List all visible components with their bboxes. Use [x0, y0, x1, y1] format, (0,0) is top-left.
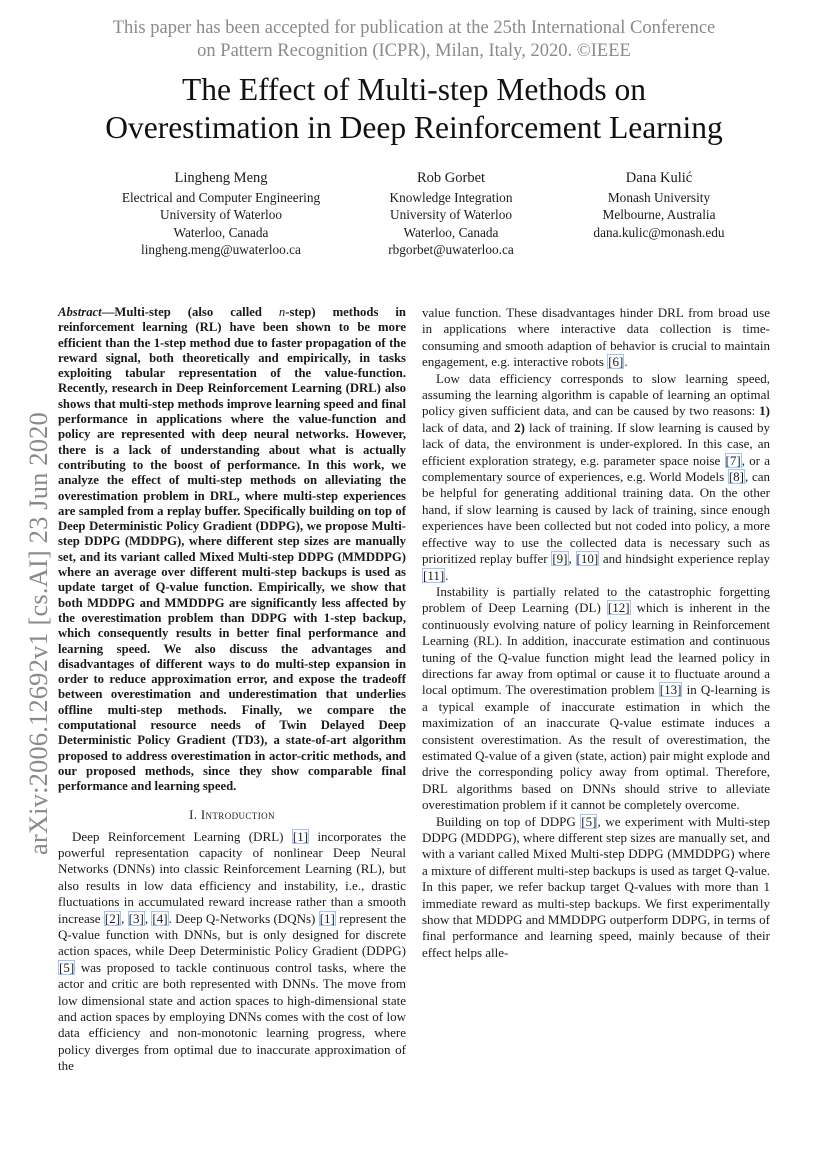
intro-body-left: [58, 829, 406, 1075]
section-heading-introduction: [58, 807, 406, 823]
text: , can be helpful for generating additional training data. On the other hand, if slow learning is caused by lack of training, since enough experiences have been collected but not coded into policy, a more effective way to use the collected data is necessary such as prioritized replay buffer: [422, 469, 770, 567]
author-affiliation: Monash University: [607, 189, 711, 205]
text: which is inherent in the continuously evolving nature of policy learning in Reinforcement Learning (RL). In addition, inaccurate estimation and continuous tuning of the Q-value function might lead the learned policy in directions far away from optimal or cause it to fluctuate around a local optimum. The overestimation problem: [422, 600, 770, 698]
notice-line-2: on Pattern Recognition (ICPR), Milan, Italy, 2020. ©IEEE: [197, 41, 631, 61]
citation-link[interactable]: [13]: [659, 682, 682, 698]
author-3: [559, 170, 759, 241]
citation-link[interactable]: [1]: [292, 828, 309, 844]
citation-link[interactable]: [5]: [59, 959, 75, 975]
text: ,: [144, 910, 152, 926]
author-name: Lingheng Meng: [174, 170, 268, 186]
abstract-text: -step) methods in reinforcement learning (RL) have been shown to be more efficient than the 1-step method due to faster propagation of the reward signal, both theoretically and empirically, in tasks exploiting tabular representation of the value-function. Recently, research in Deep Reinforcement Learning (DRL) also shows that multi-step methods improve learning speed and final performance in applications where the value-function and policy are represented with deep neural networks. However, there is a lack of understanding about what is actually contributing to the boost of performance. In this work, we analyze the effect of multi-step methods on alleviating the overestimation problem in DRL, where multi-step experiences are sampled from a replay buffer. Specifically building on top of Deep Deterministic Policy Gradient (DDPG), we propose Multi-step DDPG (MDDPG), where different step sizes are manually set, and its variant called Mixed Multi-step DDPG (MMDDPG) where an average over different multi-step backups is used as update target of Q-value function. Empirically, we show that both MDDPG and MMDDPG are significantly less affected by the overestimation problem than DDPG with 1-step backup, which consequently results in better final performance and learning speed. We also discuss the advantages and disadvantages of different ways to do multi-step expansion in order to reduce approximation error, and expose the tradeoff between overestimation and underestimation that underlies offline multi-step methods. Finally, we compare the computational resource needs of Twin Delayed Deep Deterministic Policy Gradient (TD3), a state-of-art algorithm proposed to address overestimation in actor-critic methods, and our proposed methods, since they show comparable final performance and learning speed.: [58, 305, 406, 794]
abstract-text: —Multi-step (also called: [101, 305, 279, 319]
text: in Q-learning is a typical example of inaccurate estimation in which the maximization of an inaccurate Q-value estimate induces a consistent overestimation. As the result of overestimation, the estimated Q-value of a given (state, action) pair might explode and drive the corresponding policy away from optimal. Therefore, DRL algorithms based on DNNs should strive to alleviate overestimation problem if it cannot be completely overcome.: [422, 682, 770, 813]
text: value function. These disadvantages hinder DRL from broad use in applications where interactive data collection is time-consuming and smooth adaption of behavior is crucial to maintain engagement, e.g. interactive robots: [422, 305, 770, 370]
paragraph: [422, 584, 770, 814]
author-affiliation: University of Waterloo: [159, 207, 283, 222]
text: . Deep Q-Networks (DQNs): [168, 910, 319, 926]
author-email[interactable]: lingheng.meng@uwaterloo.ca: [141, 242, 301, 257]
publication-notice: [0, 17, 828, 63]
author-1: [96, 170, 346, 259]
author-location: Waterloo, Canada: [403, 224, 499, 240]
citation-link[interactable]: [8]: [728, 469, 744, 485]
title-line-2: Overestimation in Deep Reinforcement Learning: [105, 110, 723, 145]
author-name: Rob Gorbet: [416, 170, 486, 186]
author-affiliation: Electrical and Computer Engineering: [121, 189, 321, 205]
paragraph: [422, 371, 770, 584]
citation-link[interactable]: [9]: [552, 551, 568, 567]
citation-link[interactable]: [10]: [576, 551, 599, 567]
paragraph: [422, 305, 770, 371]
text: .: [624, 354, 628, 370]
abstract-label: Abstract: [58, 305, 102, 319]
citation-link[interactable]: [12]: [607, 600, 630, 616]
abstract-n: n: [278, 305, 286, 319]
author-2: [351, 170, 551, 259]
notice-line-1: This paper has been accepted for publication at the 25th International Conference: [112, 18, 716, 38]
citation-link[interactable]: [3]: [128, 910, 144, 926]
text: incorporates the powerful representation capacity of nonlinear Deep Neural Networks (DNNs) into classic Reinforcement Learning (RL), but also results in low data efficiency and instability, i.e., drastic fluctuations in accumulated reward increase rather than a smooth increase: [58, 828, 406, 926]
text: Low data efficiency corresponds to slow learning speed, assuming the learning algorithm is capable of learning an optimal policy given sufficient data, and can be caused by two reasons:: [422, 370, 770, 419]
text: represent the Q-value function with DNNs, but is only designed for discrete action spaces, while Deep Deterministic Policy Gradient (DDPG): [58, 910, 407, 959]
text: lack of data, and: [422, 419, 515, 435]
section-numeral: I.: [189, 807, 198, 822]
left-column: [58, 305, 406, 1075]
text: , we experiment with Multi-step DDPG (MDDPG), where different step sizes are manually set, and with a variant called Mixed Multi-step DDPG (MMDDPG) where a mixture of different multi-step backups is used as target Q-value. In this paper, we refer backup target Q-values with more than 1 immediate reward as multi-step backups. We first experimentally show that MDDPG and MMDDPG outperform DDPG, in terms of final performance and learning speed, mainly because of their effect helps alle-: [422, 813, 770, 960]
citation-link[interactable]: [6]: [608, 354, 624, 370]
citation-link[interactable]: [2]: [104, 910, 121, 926]
section-title: Introduction: [200, 807, 275, 822]
text: .: [445, 567, 449, 583]
text: lack of training. If slow learning is caused by lack of data, the environment is under-explored. In this case, an efficient exploration strategy, e.g. parameter space noise: [422, 419, 771, 468]
citation-link[interactable]: [1]: [319, 910, 335, 926]
author-affiliation: Knowledge Integration: [389, 189, 513, 205]
list-marker: 1): [759, 403, 770, 419]
author-email[interactable]: rbgorbet@uwaterloo.ca: [388, 242, 514, 257]
text: Deep Reinforcement Learning (DRL): [72, 828, 292, 844]
title-line-1: The Effect of Multi-step Methods on: [182, 72, 646, 107]
citation-link[interactable]: [4]: [152, 910, 168, 926]
paragraph: [58, 829, 406, 1075]
author-location: Waterloo, Canada: [173, 224, 269, 240]
paper-title: [0, 71, 828, 147]
text: ,: [121, 910, 128, 926]
author-location: Melbourne, Australia: [602, 207, 716, 222]
citation-link[interactable]: [5]: [581, 813, 597, 829]
text: Building on top of DDPG: [436, 813, 581, 829]
text: was proposed to tackle continuous control tasks, where the actor and critic are both represented with DNNs. The move from low dimensional state and action spaces to high-dimensional state and action spaces by employing DNNs comes with the cost of low data efficiency and non-monotonic learning progress, where policy diverges from optimal due to inaccurate approximation of the: [58, 959, 406, 1074]
list-marker: 2): [514, 419, 525, 435]
citation-link[interactable]: [11]: [423, 567, 445, 583]
citation-link[interactable]: [7]: [725, 452, 741, 468]
text: and hindsight experience replay: [599, 551, 771, 567]
abstract: [58, 305, 406, 795]
paragraph: [422, 814, 770, 962]
author-name: Dana Kulić: [625, 170, 693, 186]
author-affiliation: University of Waterloo: [389, 207, 513, 222]
author-email[interactable]: dana.kulic@monash.edu: [593, 224, 725, 240]
right-column: [422, 305, 770, 961]
text: ,: [568, 551, 576, 567]
text: , or a complementary source of experiences, e.g. World Models: [422, 452, 771, 485]
arxiv-identifier: arXiv:2006.12692v1 [cs.AI] 23 Jun 2020: [23, 412, 53, 855]
text: Instability is partially related to the catastrophic forgetting problem of Deep Learning (DL): [422, 583, 770, 616]
